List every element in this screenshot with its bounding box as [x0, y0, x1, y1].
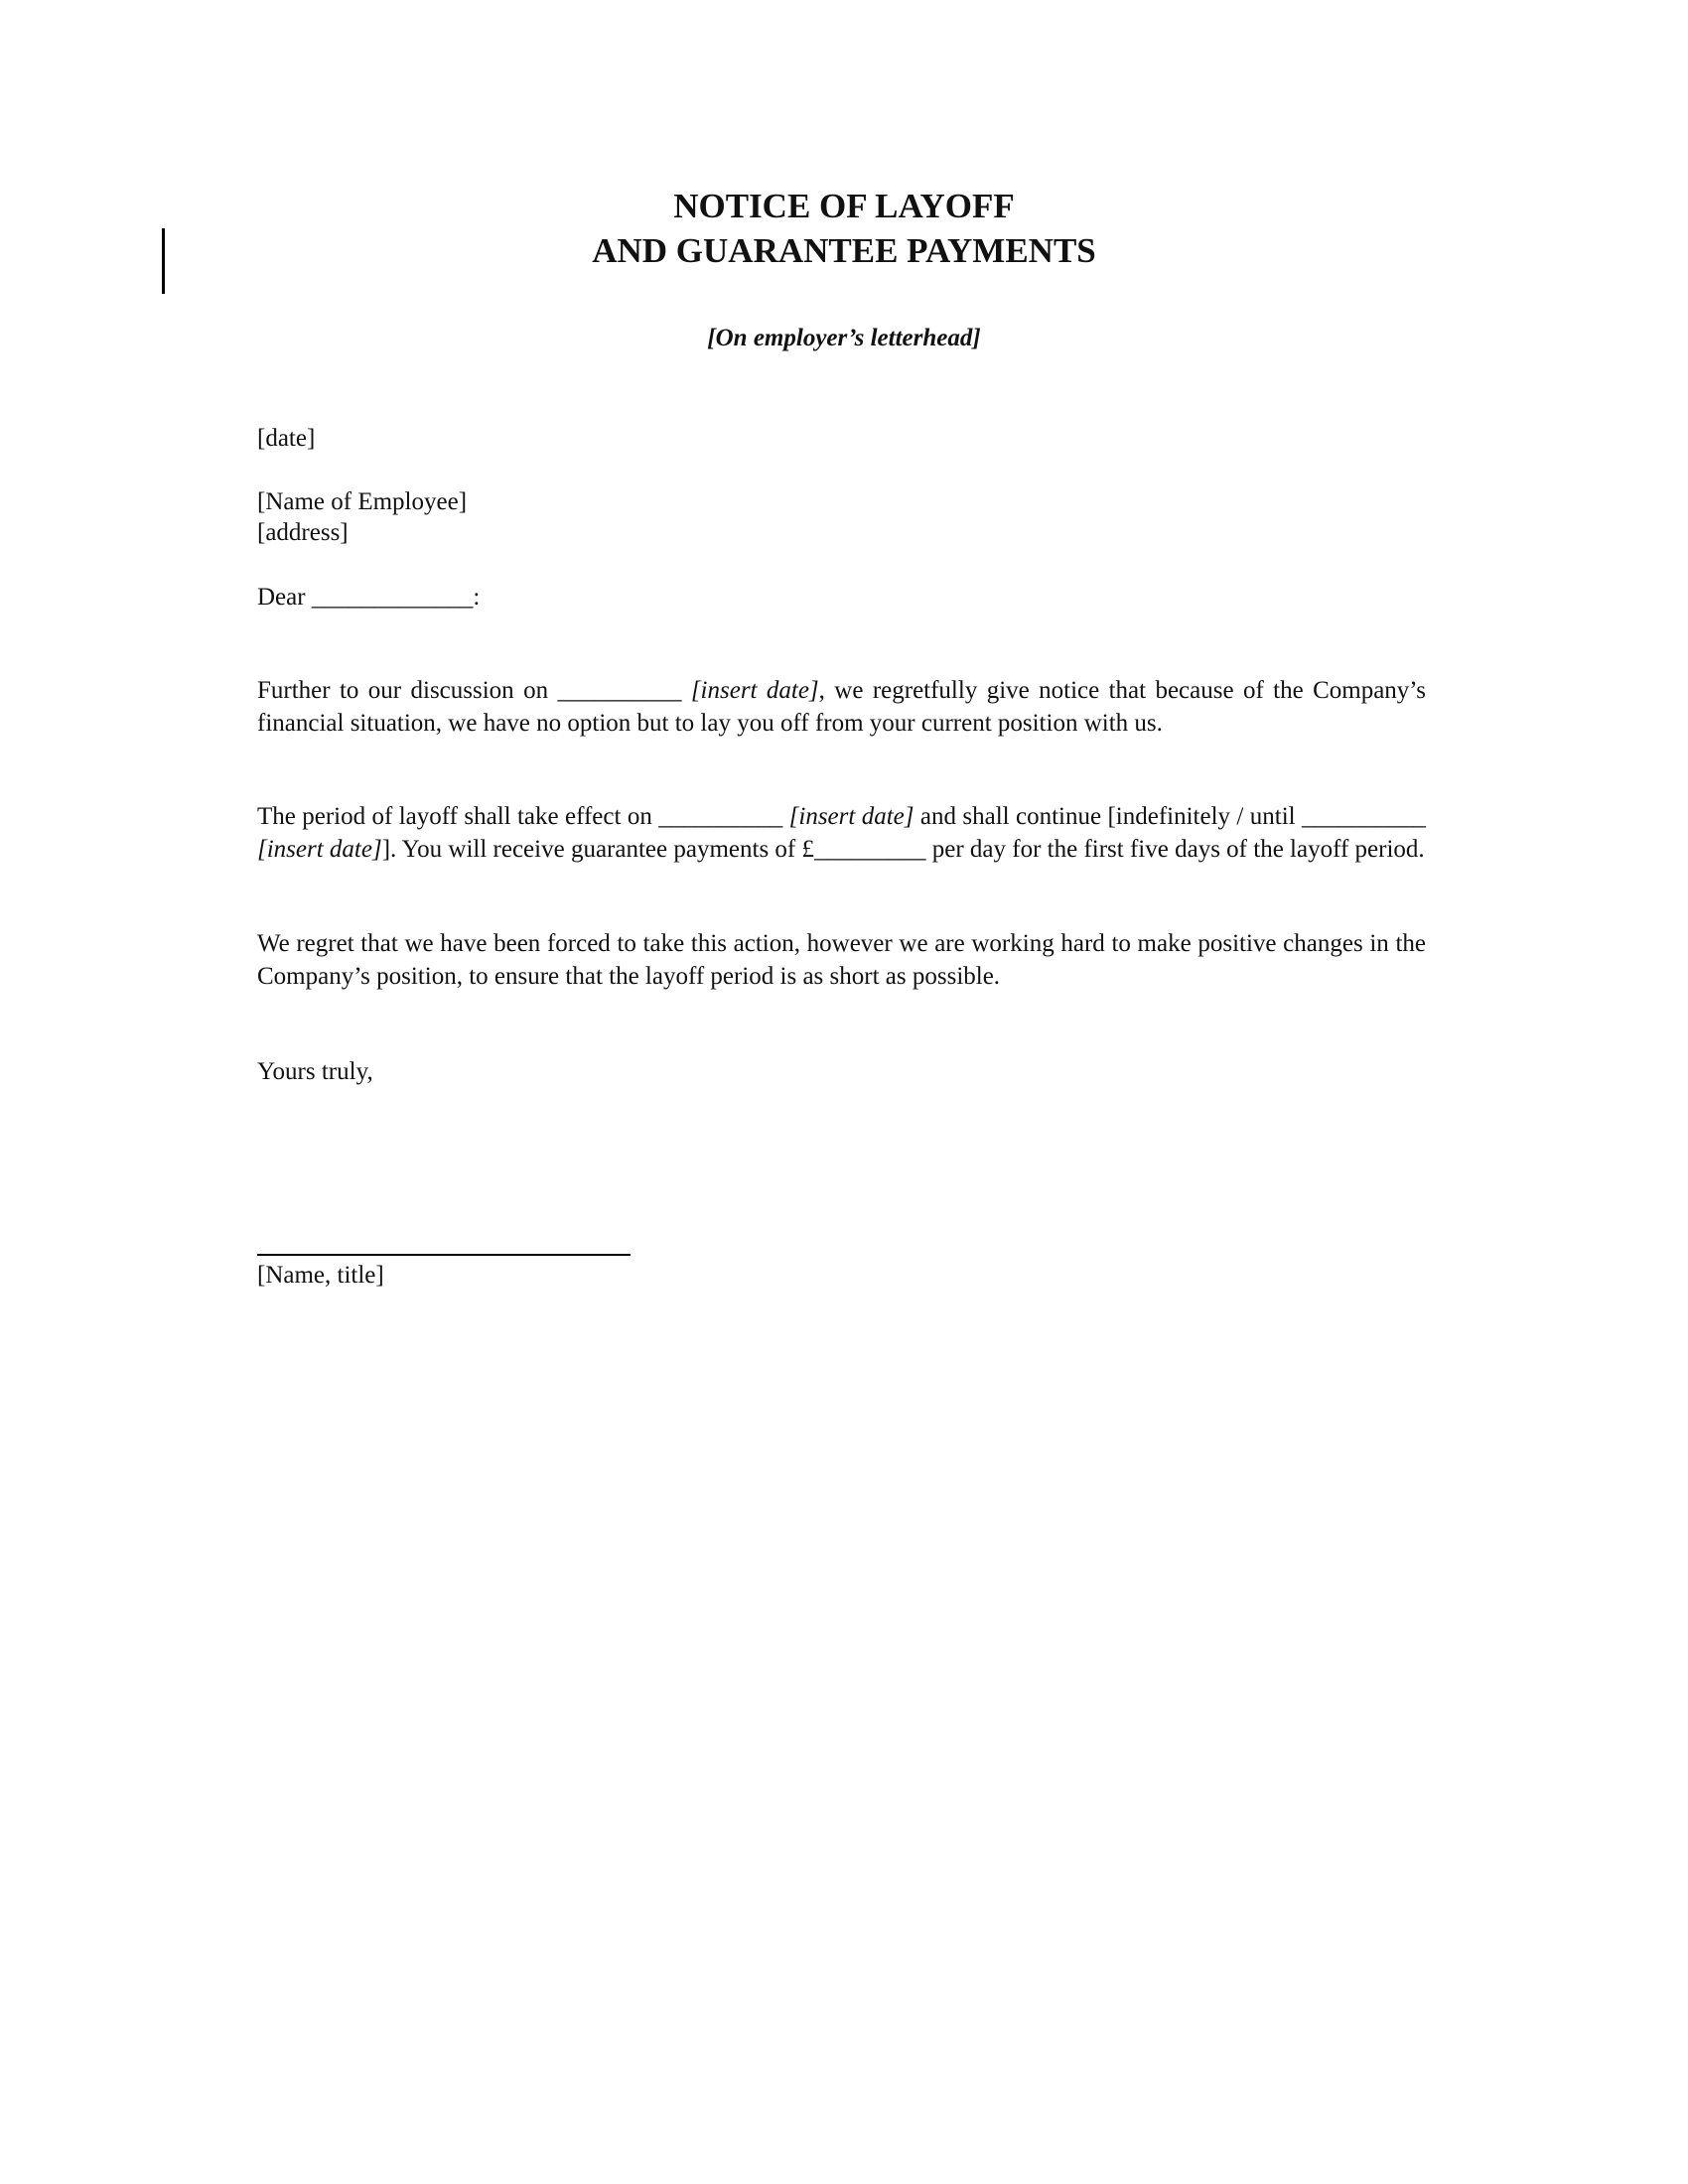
p2-text-2: and shall continue [indefinitely / until __________	[914, 803, 1426, 830]
paragraph-regret: We regret that we have been forced to take this action, however we are working hard to make positive changes in the Company’s position, to ensure that the layoff period is as short as possible.	[257, 930, 1426, 990]
recipient-name: [Name of Employee]	[257, 488, 468, 515]
letterhead-note: [On employer’s letterhead]	[707, 325, 981, 351]
signature-name-title: [Name, title]	[257, 1262, 384, 1289]
signature-line	[257, 1254, 631, 1256]
closing: Yours truly,	[257, 1058, 373, 1085]
p1-text-before: Further to our discussion on __________	[257, 677, 691, 704]
p1-insert-date: [insert date]	[690, 677, 819, 704]
p2-insert-date-1: [insert date]	[788, 803, 914, 830]
p2-text-1: The period of layoff shall take effect on __________	[257, 803, 789, 830]
date-placeholder: [date]	[257, 425, 316, 452]
p2-insert-date-2: [insert date]	[257, 835, 382, 863]
paragraph-layoff-period	[257, 801, 1426, 866]
document-title-line-2: AND GUARANTEE PAYMENTS	[592, 231, 1096, 270]
p2-text-3: ]. You will receive guarantee payments of £_________ per day for the first five days of the layoff period.	[381, 835, 1425, 863]
p1-text-after: , we regretfully give notice that because of the Company’s financial situation, we have no option but to lay you off from your current position with us.	[257, 677, 1426, 737]
salutation: Dear _____________:	[257, 584, 481, 611]
paragraph-notice	[257, 675, 1426, 740]
document-title-line-1: NOTICE OF LAYOFF	[673, 187, 1015, 225]
recipient-address: [address]	[257, 519, 349, 546]
